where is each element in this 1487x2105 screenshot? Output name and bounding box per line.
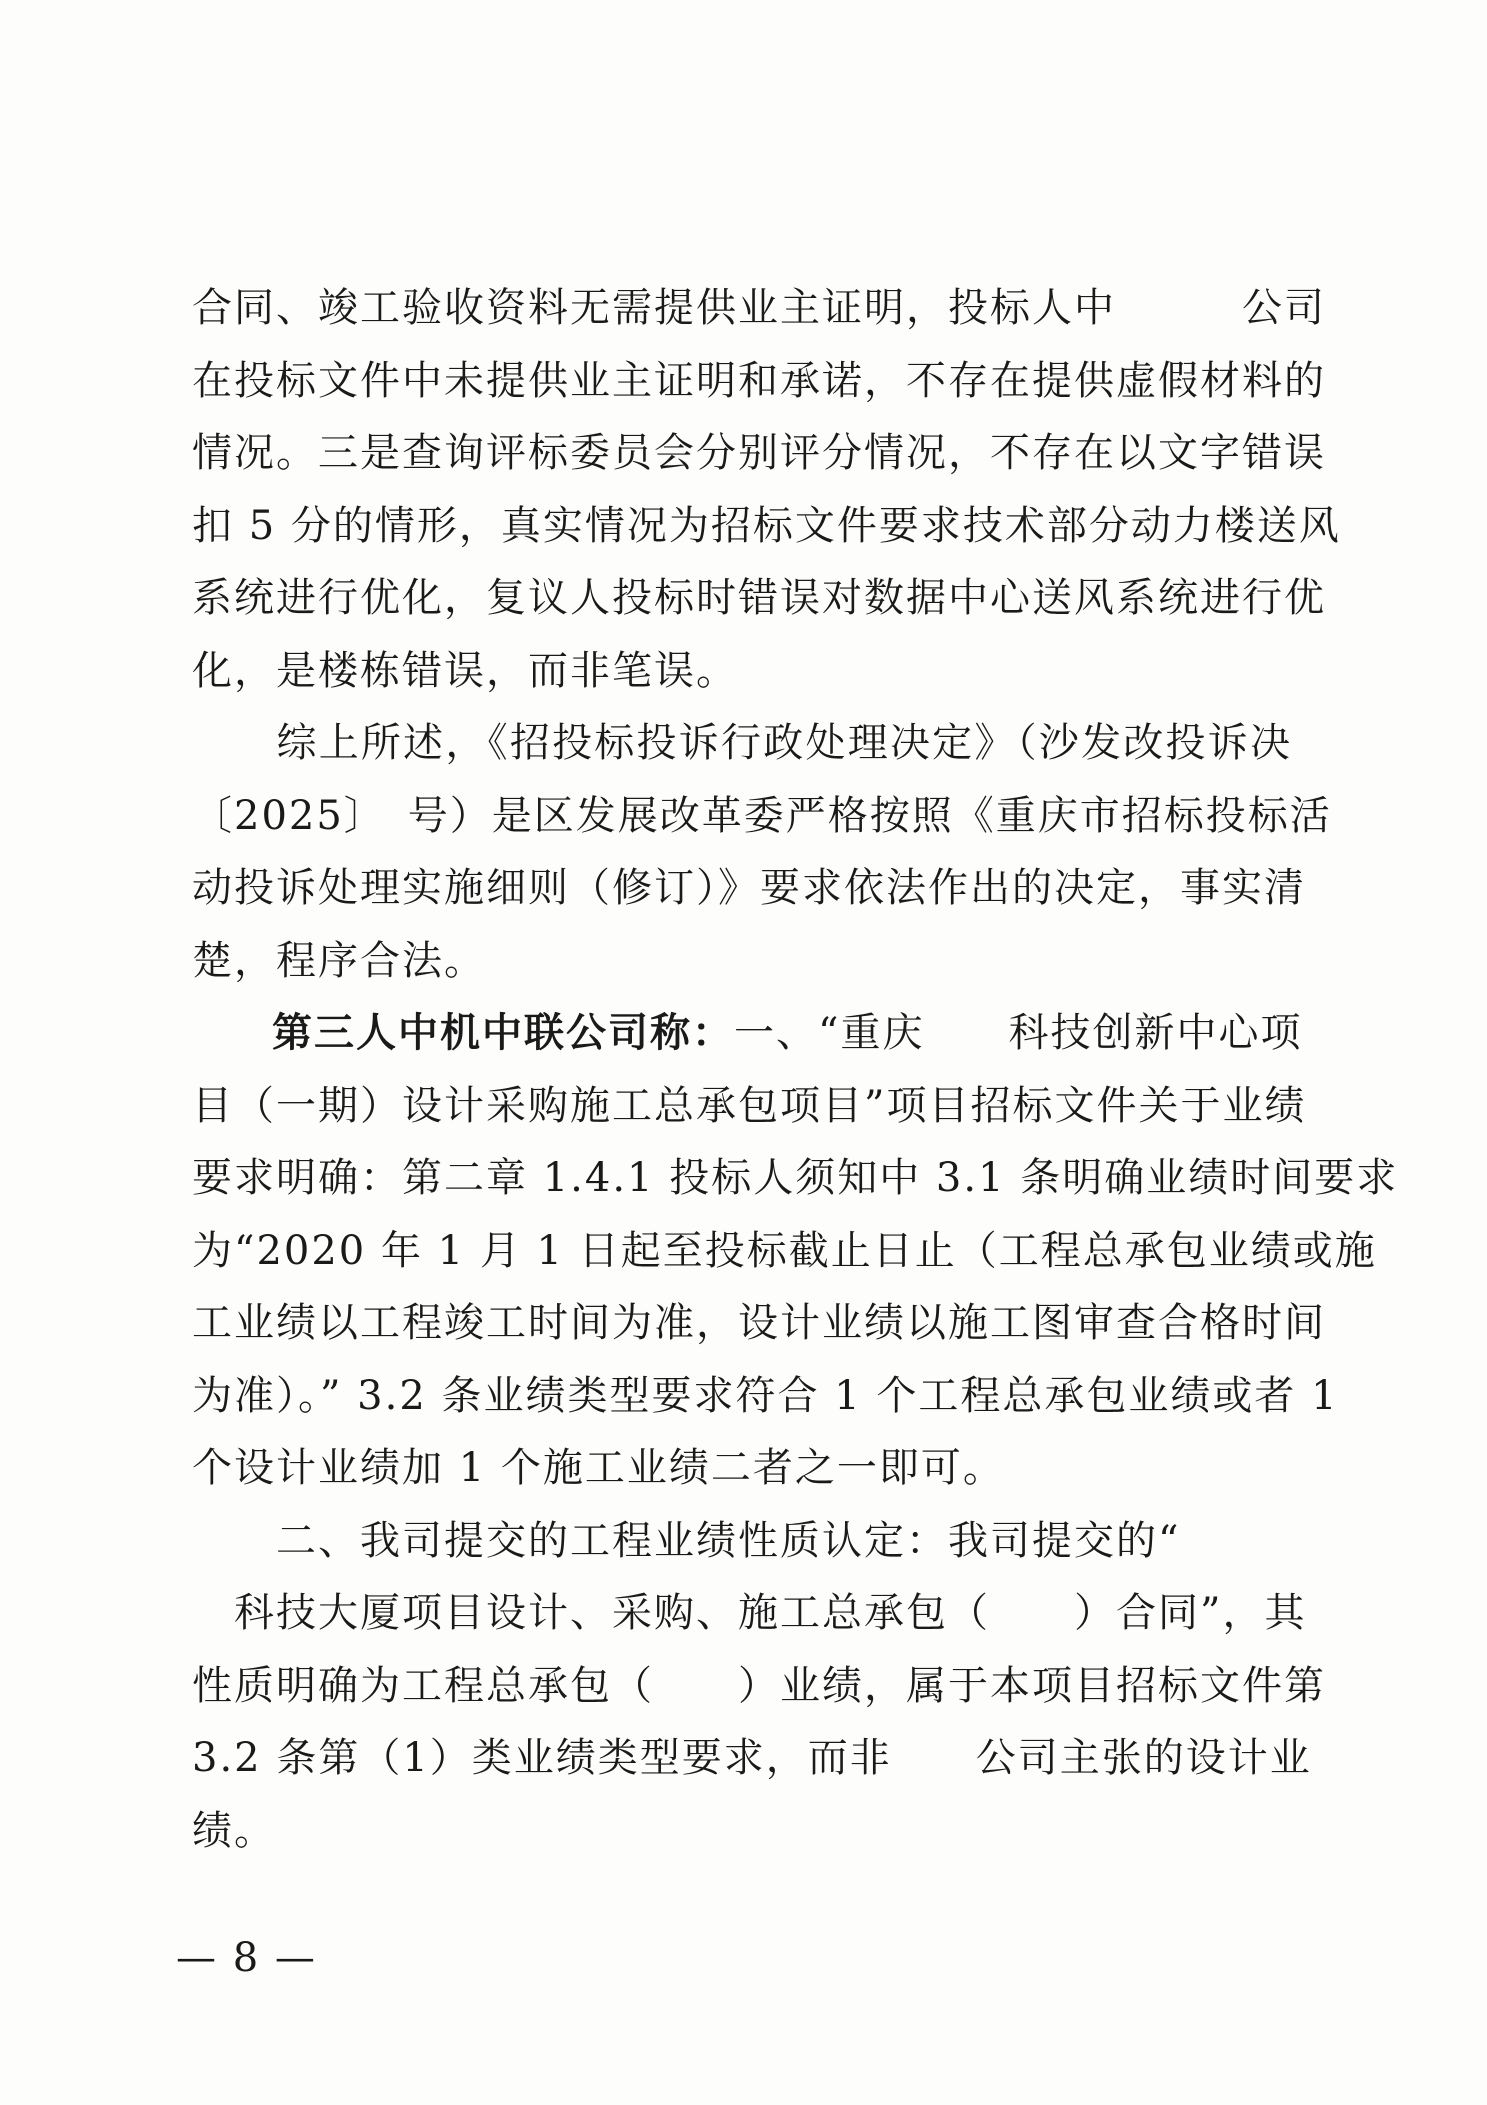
text-line: 动投诉处理实施细则（修订）》要求依法作出的决定，事实清 xyxy=(192,865,1306,911)
text-line: 在投标文件中未提供业主证明和承诺，不存在提供虚假材料的 xyxy=(192,357,1326,404)
text-line: 个设计业绩加 1 个施工业绩二者之一即可。 xyxy=(192,1445,1005,1491)
text-line: 楚，程序合法。 xyxy=(192,937,486,984)
text-line: 情况。三是查询评标委员会分别评分情况，不存在以文字错误 xyxy=(192,430,1326,476)
text-line: 二、我司提交的工程业绩性质认定：我司提交的“ xyxy=(192,1517,1181,1564)
text-line: 综上所述，《招投标投诉行政处理决定》（沙发改投诉决 xyxy=(192,720,1292,766)
text-line: 化，是楼栋错误，而非笔误。 xyxy=(192,647,738,694)
text-line: 合同、竣工验收资料无需提供业主证明，投标人中 公司 xyxy=(192,285,1326,331)
document-body xyxy=(192,272,1399,1867)
bold-heading: 第三人中机中联公司称： xyxy=(272,1009,734,1056)
text-line-mixed xyxy=(192,997,1303,1070)
text-line: 目（一期）设计采购施工总承包项目”项目招标文件关于业绩 xyxy=(192,1082,1307,1129)
text-line: 要求明确：第二章 1.4.1 投标人须知中 3.1 条明确业绩时间要求 xyxy=(192,1155,1399,1201)
page-number: — 8 — xyxy=(176,1935,317,1981)
text-line: 性质明确为工程总承包（ ）业绩，属于本项目招标文件第 xyxy=(192,1662,1326,1709)
text-line: 系统进行优化，复议人投标时错误对数据中心送风系统进行优 xyxy=(192,575,1326,621)
text-line: 工业绩以工程竣工时间为准，设计业绩以施工图审查合格时间 xyxy=(192,1300,1326,1346)
text-line: 为“2020 年 1 月 1 日起至投标截止日止（工程总承包业绩或施 xyxy=(192,1227,1377,1274)
text-line: 扣 5 分的情形，真实情况为招标文件要求技术部分动力楼送风 xyxy=(192,502,1341,549)
text-line: 绩。 xyxy=(192,1807,276,1854)
text-line: 为准）。” 3.2 条业绩类型要求符合 1 个工程总承包业绩或者 1 xyxy=(192,1372,1339,1419)
text-run: 一、“重庆 科技创新中心项 xyxy=(734,1010,1303,1056)
text-line: 〔2025〕 号）是区发展改革委严格按照《重庆市招标投标活 xyxy=(192,792,1332,839)
text-line: 3.2 条第（1）类业绩类型要求，而非 公司主张的设计业 xyxy=(192,1735,1312,1781)
text-line: 科技大厦项目设计、采购、施工总承包（ ）合同”，其 xyxy=(192,1590,1307,1636)
